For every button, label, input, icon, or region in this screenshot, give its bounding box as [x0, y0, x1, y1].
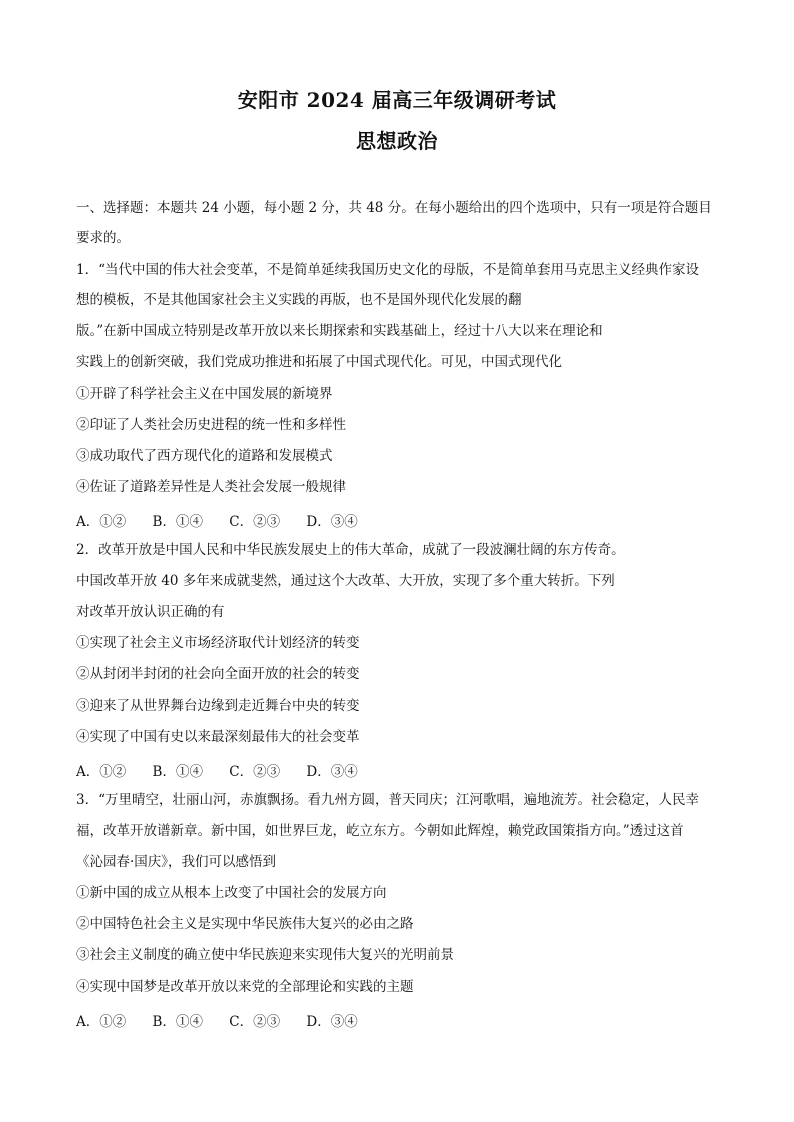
q3-stem-line-1: 3．“万里晴空，壮丽山河，赤旗飘扬。看九州方圆，普天同庆；江河歌唱，遍地流芳。社会稳定，人民幸 [76, 792, 699, 808]
exam-subject: 思想政治 [356, 129, 438, 153]
q1-option-a: A．①② [76, 514, 127, 530]
q2-stem-line-1: 2．改革开放是中国人民和中华民族发展史上的伟大革命，成就了一段波澜壮阔的东方传奇。 [76, 542, 625, 558]
q3-item-3: ③社会主义制度的确立使中华民族迎来实现伟大复兴的光明前景 [76, 947, 454, 963]
section-instruction-line-1: 一、选择题：本题共 24 小题，每小题 2 分，共 48 分。在每小题给出的四个选项中，只有一项是符合题目 [76, 200, 712, 216]
q2-item-1: ①实现了社会主义市场经济取代计划经济的转变 [76, 635, 360, 651]
q3-option-b: B．①④ [152, 1014, 203, 1030]
q3-item-4: ④实现中国梦是改革开放以来党的全部理论和实践的主题 [76, 979, 414, 995]
q2-item-2: ②从封闭半封闭的社会向全面开放的社会的转变 [76, 666, 360, 682]
q1-option-b: B．①④ [152, 514, 203, 530]
q3-stem-line-2: 福，改革开放谱新章。新中国，如世界巨龙，屹立东方。今朝如此辉煌，赖党政国策指方向。”透过这首 [76, 823, 684, 839]
q1-stem-line-1: 1．“当代中国的伟大社会变革，不是简单延续我国历史文化的母版，不是简单套用马克思主义经典作家设 [76, 262, 699, 278]
q1-stem-line-3: 版。”在新中国成立特别是改革开放以来长期探索和实践基础上，经过十八大以来在理论和 [76, 323, 603, 339]
exam-title: 安阳市 2024 届高三年级调研考试 [237, 88, 557, 112]
q1-option-d: D．③④ [306, 514, 358, 530]
q1-item-2: ②印证了人类社会历史进程的统一性和多样性 [76, 417, 346, 433]
q1-options [76, 510, 380, 530]
q3-option-d: D．③④ [306, 1014, 358, 1030]
q2-options [76, 760, 380, 780]
section-instruction-line-2: 要求的。 [76, 230, 130, 246]
q2-option-d: D．③④ [306, 764, 358, 780]
q2-stem-line-2: 中国改革开放 40 多年来成就斐然，通过这个大改革、大开放，实现了多个重大转折。下列 [76, 573, 615, 589]
q1-item-3: ③成功取代了西方现代化的道路和发展模式 [76, 448, 333, 464]
q1-stem-line-2: 想的模板，不是其他国家社会主义实践的再版，也不是国外现代化发展的翻 [76, 292, 522, 308]
q2-option-a: A．①② [76, 764, 127, 780]
q2-stem-line-3: 对改革开放认识正确的有 [76, 604, 225, 620]
q1-item-1: ①开辟了科学社会主义在中国发展的新境界 [76, 386, 333, 402]
q3-options [76, 1010, 380, 1030]
q3-item-1: ①新中国的成立从根本上改变了中国社会的发展方向 [76, 885, 387, 901]
q2-option-c: C．②③ [229, 764, 281, 780]
q1-item-4: ④佐证了道路差异性是人类社会发展一般规律 [76, 479, 346, 495]
q2-option-b: B．①④ [152, 764, 203, 780]
q1-stem-line-4: 实践上的创新突破，我们党成功推进和拓展了中国式现代化。可见，中国式现代化 [76, 354, 562, 370]
q3-stem-line-3: 《沁园春·国庆》，我们可以感悟到 [76, 854, 277, 870]
q3-option-a: A．①② [76, 1014, 127, 1030]
q3-option-c: C．②③ [229, 1014, 281, 1030]
q1-option-c: C．②③ [229, 514, 281, 530]
q2-item-4: ④实现了中国有史以来最深刻最伟大的社会变革 [76, 729, 360, 745]
q2-item-3: ③迎来了从世界舞台边缘到走近舞台中央的转变 [76, 698, 360, 714]
q3-item-2: ②中国特色社会主义是实现中华民族伟大复兴的必由之路 [76, 916, 414, 932]
